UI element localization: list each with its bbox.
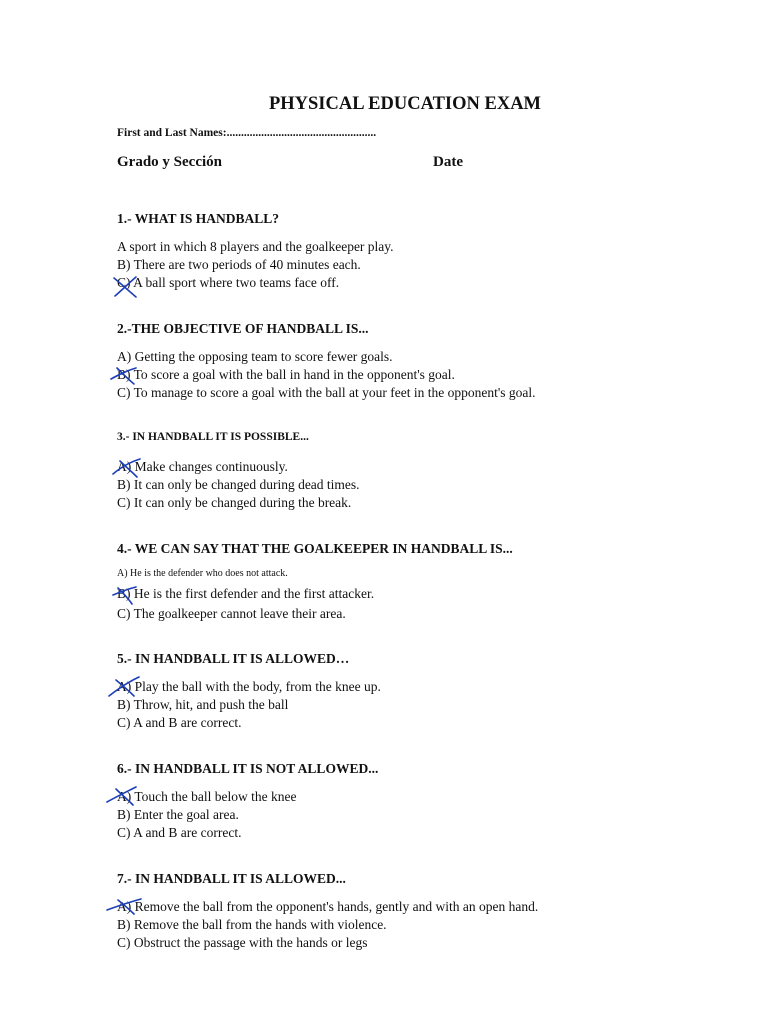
question-2 <box>117 320 737 402</box>
grado-seccion-label: Grado y Sección <box>117 154 222 170</box>
question-option: A sport in which 8 players and the goalkeeper play. <box>117 239 394 254</box>
question-title: 5.- IN HANDBALL IT IS ALLOWED… <box>117 651 350 666</box>
question-6 <box>117 760 737 842</box>
question-option: C) Obstruct the passage with the hands or legs <box>117 935 368 950</box>
question-title: 6.- IN HANDBALL IT IS NOT ALLOWED... <box>117 761 379 776</box>
question-option: C) To manage to score a goal with the ball at your feet in the opponent's goal. <box>117 385 536 400</box>
question-3 <box>117 428 737 512</box>
question-option: C) A and B are correct. <box>117 825 242 840</box>
question-option: A) Make changes continuously. <box>117 459 288 474</box>
question-option: C) The goalkeeper cannot leave their area. <box>117 606 346 621</box>
question-option: A) Getting the opposing team to score fewer goals. <box>117 349 393 364</box>
question-option: A) Play the ball with the body, from the knee up. <box>117 679 381 694</box>
question-title: 7.- IN HANDBALL IT IS ALLOWED... <box>117 871 346 886</box>
question-option: B) There are two periods of 40 minutes each. <box>117 257 361 272</box>
question-1 <box>117 210 737 292</box>
question-title: 4.- WE CAN SAY THAT THE GOALKEEPER IN HANDBALL IS... <box>117 541 513 556</box>
question-option: A) Remove the ball from the opponent's hands, gently and with an open hand. <box>117 899 539 914</box>
question-option: C) It can only be changed during the break. <box>117 495 352 510</box>
question-4 <box>117 540 737 624</box>
exam-title: PHYSICAL EDUCATION EXAM <box>268 94 542 114</box>
question-7 <box>117 870 737 952</box>
question-option: B) Throw, hit, and push the ball <box>117 697 289 712</box>
question-option: B) It can only be changed during dead times. <box>117 477 360 492</box>
question-title: 2.-THE OBJECTIVE OF HANDBALL IS... <box>117 321 369 336</box>
names-field: First and Last Names:.................................................... <box>117 127 377 139</box>
question-option: B) To score a goal with the ball in hand in the opponent's goal. <box>117 367 455 382</box>
question-title: 3.- IN HANDBALL IT IS POSSIBLE... <box>117 431 309 443</box>
question-option: A) He is the defender who does not attack. <box>117 568 288 579</box>
question-option: B) Enter the goal area. <box>117 807 239 822</box>
question-option: C) A and B are correct. <box>117 715 242 730</box>
question-title: 1.- WHAT IS HANDBALL? <box>117 211 280 226</box>
question-option: B) He is the first defender and the first attacker. <box>117 586 375 601</box>
question-option: C) A ball sport where two teams face off. <box>117 275 340 290</box>
question-5 <box>117 650 737 732</box>
question-option: B) Remove the ball from the hands with violence. <box>117 917 387 932</box>
date-label: Date <box>433 154 463 170</box>
question-option: A) Touch the ball below the knee <box>117 789 297 804</box>
